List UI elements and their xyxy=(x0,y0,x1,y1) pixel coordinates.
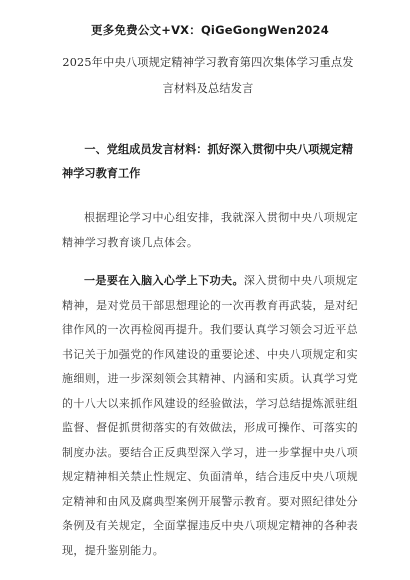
section-heading-line-2: 精神学习教育工作 xyxy=(62,143,353,180)
document-title xyxy=(48,50,368,102)
paragraph-body: 深入贯彻中央八项规定精神，是对党员干部思想理论的一次再教育再武装，是对纪律作风的一次再检阅再提升。我们要认真学习领会习近平总书记关于加强党的作风建设的重要论述、中央八项规定和实施细则，进一步深刻领会其精神、内涵和实质。认真学习党的十八大以来抓作风建设的经验做法，学习总结提炼派驻组监督、督促抓贯彻落实的有效做法，形成可操作、可落实的制度办法。要结合正反典型深入学习，进一步掌握中央八项规定精神相关禁止性规定、负面清单，结合违反中央八项规定精神和由风及腐典型案例开展警示教育。要对照纪律处分条例及有关规定，全面掌握违反中央八项规定精神的各种表现，提升鉴别能力。 xyxy=(62,274,358,557)
document-title-line-1: 2025年中央八项规定精神学习教育第四次集体学习重点发 xyxy=(62,56,354,69)
paragraph-lead-phrase: 一是要在入脑入心学上下功夫。 xyxy=(84,274,244,287)
section-heading-line-1: 一、党组成员发言材料：抓好深入贯彻中央八项规定 xyxy=(84,143,342,156)
paragraph-intro: 根据理论学习中心组安排，我就深入贯彻中央八项规定精神学习教育谈几点体会。 xyxy=(62,211,358,249)
section-heading xyxy=(62,138,358,186)
header-note: 更多免费公文+VX：QiGeGongWen2024 xyxy=(91,23,329,37)
paragraph-first-point xyxy=(62,269,358,563)
document-title-line-2: 言材料及总结发言 xyxy=(162,82,254,95)
